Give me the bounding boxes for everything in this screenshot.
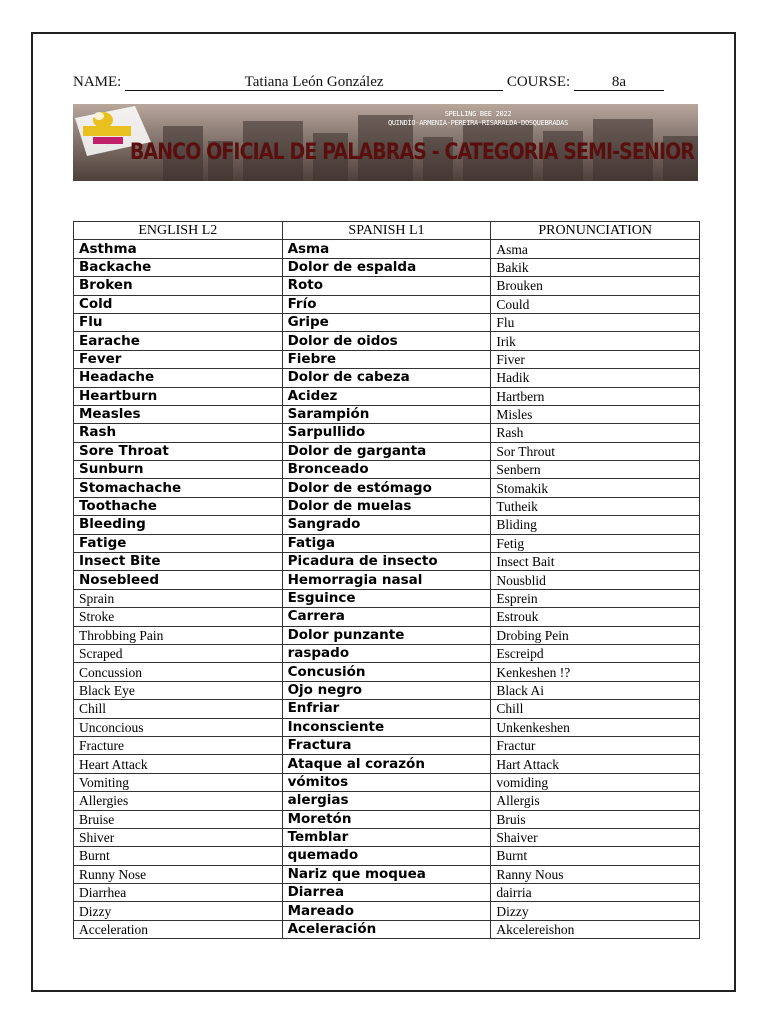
english-word-cell: Black Eye [74,681,283,699]
english-word-cell: Measles [74,405,283,423]
table-row [74,736,700,754]
english-word-cell: Sprain [74,589,283,607]
spanish-word-cell: Sarpullido [282,424,491,442]
english-word-cell: Heartburn [74,387,283,405]
spanish-word-cell: Temblar [282,828,491,846]
spanish-word-cell: Ojo negro [282,681,491,699]
spanish-word-cell: Nariz que moquea [282,865,491,883]
table-row [74,479,700,497]
english-word-cell: Heart Attack [74,755,283,773]
banner-title: BANCO OFICIAL DE PALABRAS - CATEGORIA SEMI-SENIOR [129,140,694,165]
table-row [74,589,700,607]
pronunciation-cell: Sor Throut [491,442,700,460]
pronunciation-cell: Estrouk [491,608,700,626]
column-header-english: ENGLISH L2 [74,222,283,240]
pronunciation-cell: Chill [491,700,700,718]
english-word-cell: Backache [74,258,283,276]
table-row [74,424,700,442]
table-row [74,534,700,552]
pronunciation-cell: Could [491,295,700,313]
pronunciation-cell: Misles [491,405,700,423]
english-word-cell: Cold [74,295,283,313]
table-row [74,792,700,810]
pronunciation-cell: Rash [491,424,700,442]
pronunciation-cell: Insect Bait [491,553,700,571]
banner-subtitle [388,110,568,128]
pronunciation-cell: Bruis [491,810,700,828]
pronunciation-cell: Akcelereishon [491,920,700,938]
english-word-cell: Sunburn [74,461,283,479]
english-word-cell: Broken [74,277,283,295]
course-field: 8a [574,74,664,91]
table-row [74,405,700,423]
spanish-word-cell: Esguince [282,589,491,607]
english-word-cell: Bruise [74,810,283,828]
spanish-word-cell: raspado [282,644,491,662]
pronunciation-cell: Bakik [491,258,700,276]
spanish-word-cell: Mareado [282,902,491,920]
table-row [74,644,700,662]
english-word-cell: Fatige [74,534,283,552]
spanish-word-cell: Dolor de cabeza [282,369,491,387]
english-word-cell: Acceleration [74,920,283,938]
banner-subtitle-line1: SPELLING BEE 2022 [444,110,512,118]
spanish-word-cell: Gripe [282,313,491,331]
table-row [74,240,700,258]
table-row [74,718,700,736]
english-word-cell: Nosebleed [74,571,283,589]
table-row [74,865,700,883]
spanish-word-cell: Enfriar [282,700,491,718]
pronunciation-cell: Hart Attack [491,755,700,773]
spanish-word-cell: Diarrea [282,884,491,902]
table-row [74,847,700,865]
pronunciation-cell: Bliding [491,516,700,534]
pronunciation-cell: Kenkeshen !? [491,663,700,681]
banner [73,104,698,181]
english-word-cell: Shiver [74,828,283,846]
table-row [74,461,700,479]
spanish-word-cell: Dolor de estómago [282,479,491,497]
english-word-cell: Flu [74,313,283,331]
english-word-cell: Allergies [74,792,283,810]
spanish-word-cell: Aceleración [282,920,491,938]
table-row [74,313,700,331]
table-row [74,516,700,534]
table-row [74,553,700,571]
pronunciation-cell: Ranny Nous [491,865,700,883]
spanish-word-cell: Inconsciente [282,718,491,736]
spanish-word-cell: Bronceado [282,461,491,479]
pronunciation-cell: dairria [491,884,700,902]
spanish-word-cell: Dolor de muelas [282,497,491,515]
english-word-cell: Concussion [74,663,283,681]
pronunciation-cell: Drobing Pein [491,626,700,644]
table-row [74,369,700,387]
pronunciation-cell: Senbern [491,461,700,479]
column-header-pronunciation: PRONUNCIATION [491,222,700,240]
spanish-word-cell: quemado [282,847,491,865]
pronunciation-cell: Hadik [491,369,700,387]
english-word-cell: Burnt [74,847,283,865]
english-word-cell: Earache [74,332,283,350]
pronunciation-cell: Fetig [491,534,700,552]
pronunciation-cell: Irik [491,332,700,350]
spanish-word-cell: Fractura [282,736,491,754]
spanish-word-cell: Hemorragia nasal [282,571,491,589]
pronunciation-cell: Escreipd [491,644,700,662]
spanish-word-cell: vómitos [282,773,491,791]
name-field: Tatiana León González [125,74,503,91]
spanish-word-cell: Acidez [282,387,491,405]
spanish-word-cell: Concusión [282,663,491,681]
pronunciation-cell: Asma [491,240,700,258]
table-row [74,884,700,902]
english-word-cell: Fracture [74,736,283,754]
spanish-word-cell: Dolor de espalda [282,258,491,276]
spanish-word-cell: Moretón [282,810,491,828]
table-row [74,442,700,460]
english-word-cell: Unconcious [74,718,283,736]
english-word-cell: Vomiting [74,773,283,791]
english-word-cell: Sore Throat [74,442,283,460]
english-word-cell: Stomachache [74,479,283,497]
spanish-word-cell: Dolor de oidos [282,332,491,350]
pronunciation-cell: Black Ai [491,681,700,699]
english-word-cell: Headache [74,369,283,387]
table-row [74,681,700,699]
table-body [74,240,700,939]
spanish-word-cell: Sangrado [282,516,491,534]
english-word-cell: Stroke [74,608,283,626]
document-page [31,32,736,992]
english-word-cell: Scraped [74,644,283,662]
table-row [74,608,700,626]
english-word-cell: Diarrhea [74,884,283,902]
spanish-word-cell: Dolor de garganta [282,442,491,460]
spanish-word-cell: Sarampión [282,405,491,423]
pronunciation-cell: Stomakik [491,479,700,497]
english-word-cell: Dizzy [74,902,283,920]
table-row [74,755,700,773]
pronunciation-cell: Allergis [491,792,700,810]
table-row [74,920,700,938]
table-row [74,350,700,368]
table-row [74,295,700,313]
table-header-row [74,222,700,240]
word-table [73,221,700,939]
course-label: COURSE: [506,74,571,90]
spanish-word-cell: Ataque al corazón [282,755,491,773]
table-row [74,626,700,644]
pronunciation-cell: Shaiver [491,828,700,846]
english-word-cell: Rash [74,424,283,442]
spanish-word-cell: Dolor punzante [282,626,491,644]
spanish-word-cell: Fatiga [282,534,491,552]
english-word-cell: Asthma [74,240,283,258]
pronunciation-cell: Unkenkeshen [491,718,700,736]
pronunciation-cell: Flu [491,313,700,331]
english-word-cell: Runny Nose [74,865,283,883]
name-course-row [73,74,673,91]
banner-subtitle-line2: QUINDÍO-ARMENIA-PEREIRA-RISARALDA-DOSQUEBRADAS [387,119,568,127]
pronunciation-cell: Tutheik [491,497,700,515]
spanish-word-cell: alergias [282,792,491,810]
pronunciation-cell: Hartbern [491,387,700,405]
column-header-spanish: SPANISH L1 [282,222,491,240]
spanish-word-cell: Picadura de insecto [282,553,491,571]
pronunciation-cell: vomiding [491,773,700,791]
table-row [74,700,700,718]
table-row [74,773,700,791]
english-word-cell: Bleeding [74,516,283,534]
english-word-cell: Chill [74,700,283,718]
pronunciation-cell: Fiver [491,350,700,368]
pronunciation-cell: Burnt [491,847,700,865]
table-row [74,332,700,350]
english-word-cell: Toothache [74,497,283,515]
english-word-cell: Throbbing Pain [74,626,283,644]
name-label: NAME: [73,74,122,90]
pronunciation-cell: Nousblid [491,571,700,589]
table-row [74,258,700,276]
table-row [74,387,700,405]
spanish-word-cell: Roto [282,277,491,295]
table-row [74,810,700,828]
pronunciation-cell: Brouken [491,277,700,295]
spanish-word-cell: Frío [282,295,491,313]
spanish-word-cell: Carrera [282,608,491,626]
table-row [74,497,700,515]
table-row [74,571,700,589]
pronunciation-cell: Esprein [491,589,700,607]
english-word-cell: Fever [74,350,283,368]
table-row [74,277,700,295]
english-word-cell: Insect Bite [74,553,283,571]
pronunciation-cell: Dizzy [491,902,700,920]
pronunciation-cell: Fractur [491,736,700,754]
table-row [74,663,700,681]
table-row [74,828,700,846]
spanish-word-cell: Fiebre [282,350,491,368]
spanish-word-cell: Asma [282,240,491,258]
table-row [74,902,700,920]
